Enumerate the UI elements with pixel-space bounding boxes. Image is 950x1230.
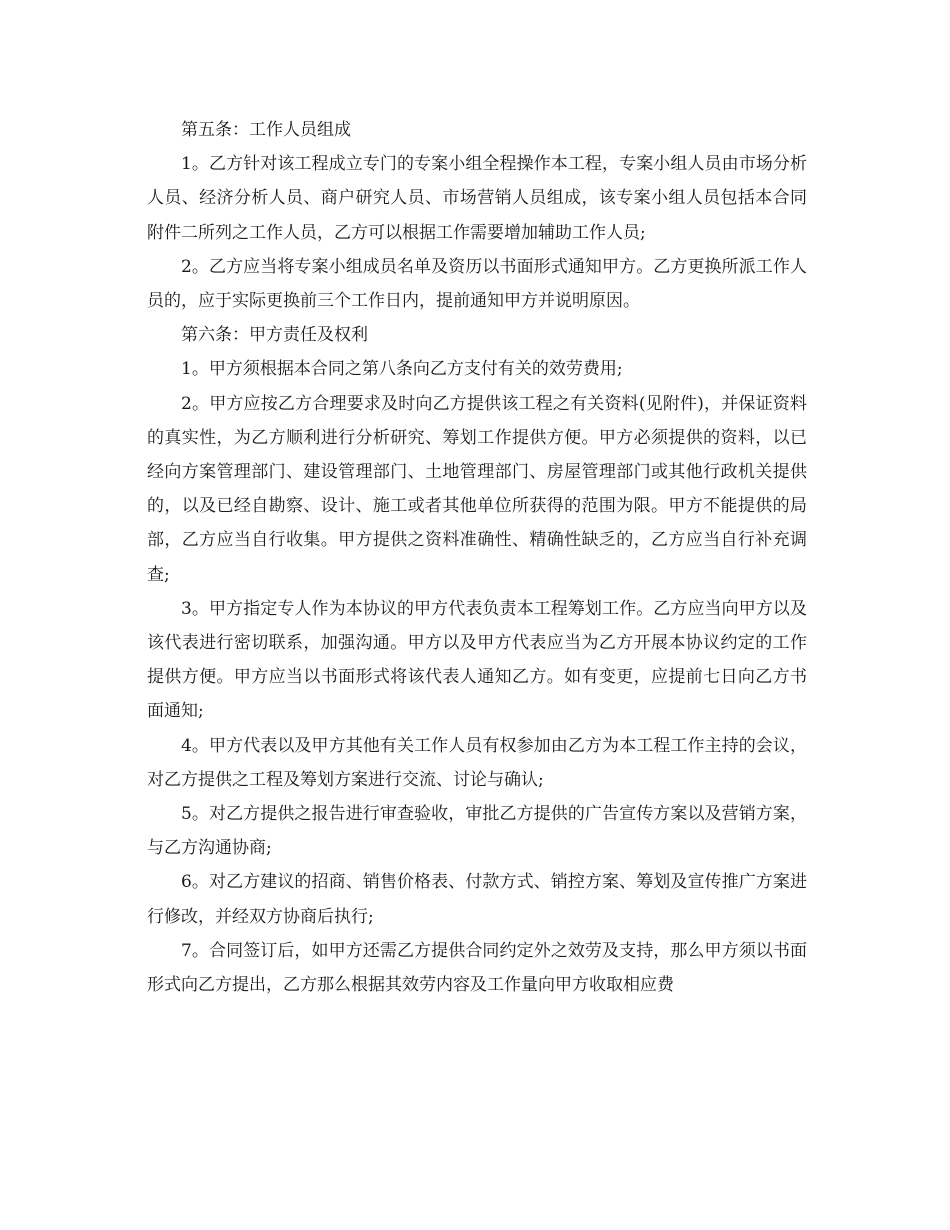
paragraph: 1。甲方须根据本合同之第八条向乙方支付有关的效劳费用; <box>181 359 623 380</box>
paragraph: 5。对乙方提供之报告进行审查验收，审批乙方提供的广告宣传方案以及营销方案，与乙方沟通协商; <box>147 804 807 859</box>
section-heading: 第五条：工作人员组成 <box>181 120 351 140</box>
document-body <box>147 113 807 1002</box>
paragraph: 6。对乙方建议的招商、销售价格表、付款方式、销控方案、筹划及宣传推广方案进行修改，并经双方协商后执行; <box>147 872 807 927</box>
paragraph: 1。乙方针对该工程成立专门的专案小组全程操作本工程，专案小组人员由市场分析人员、经济分析人员、商户研究人员、市场营销人员组成，该专案小组人员包括本合同附件二所列之工作人员，乙方可以根据工作需要增加辅助工作人员; <box>147 154 807 243</box>
paragraph: 4。甲方代表以及甲方其他有关工作人员有权参加由乙方为本工程工作主持的会议，对乙方提供之工程及筹划方案进行交流、讨论与确认; <box>147 735 807 790</box>
section-heading: 第六条：甲方责任及权利 <box>181 325 368 346</box>
paragraph: 3。甲方指定专人作为本协议的甲方代表负责本工程筹划工作。乙方应当向甲方以及该代表进行密切联系，加强沟通。甲方以及甲方代表应当为乙方开展本协议约定的工作提供方便。甲方应当以书面形式将该代表人通知乙方。如有变更，应提前七日向乙方书面通知; <box>147 598 807 722</box>
paragraph: 2。甲方应按乙方合理要求及时向乙方提供该工程之有关资料(见附件)，并保证资料的真实性，为乙方顺利进行分析研究、筹划工作提供方便。甲方必须提供的资料，以已经向方案管理部门、建设管理部门、土地管理部门、房屋管理部门或其他行政机关提供的，以及已经自勘察、设计、施工或者其他单位所获得的范围为限。甲方不能提供的局部，乙方应当自行收集。甲方提供之资料准确性、精确性缺乏的，乙方应当自行补充调查; <box>147 393 807 585</box>
paragraph: 2。乙方应当将专案小组成员名单及资历以书面形式通知甲方。乙方更换所派工作人员的，应于实际更换前三个工作日内，提前通知甲方并说明原因。 <box>147 256 807 312</box>
paragraph: 7。合同签订后，如甲方还需乙方提供合同约定外之效劳及支持，那么甲方须以书面形式向乙方提出，乙方那么根据其效劳内容及工作量向甲方收取相应费 <box>147 940 807 996</box>
